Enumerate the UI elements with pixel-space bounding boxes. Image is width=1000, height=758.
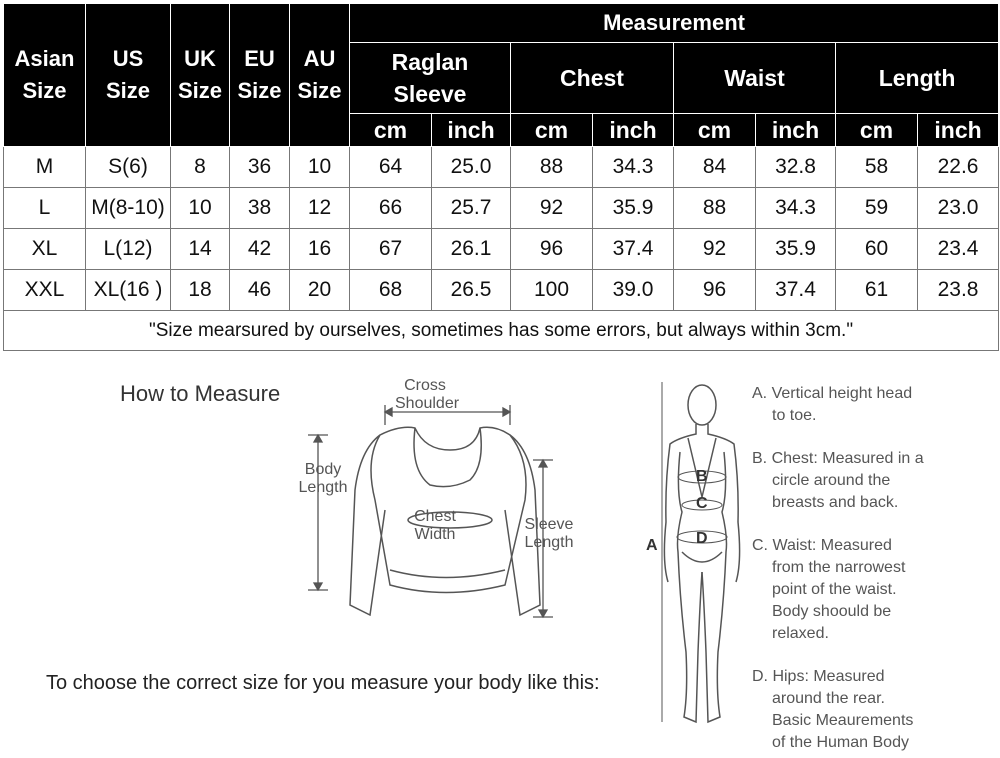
table-cell: 10 [290,147,350,188]
table-cell: 58 [836,147,918,188]
figure-letter-b: B [696,468,708,485]
table-cell: 23.4 [918,229,999,270]
legend-item-c: C. Waist: Measured from the narrowest point of the waist. Body shoould be relaxed. [752,537,906,642]
table-cell: M(8-10) [86,188,171,229]
cross-shoulder-label: Cross Shoulder [395,377,460,412]
chest-width-label: Chest Width [414,508,456,543]
table-cell: 37.4 [756,270,836,311]
table-cell: 66 [350,188,432,229]
table-cell: 16 [290,229,350,270]
table-cell: 88 [674,188,756,229]
table-row [4,229,999,270]
table-cell: 35.9 [593,188,674,229]
table-cell: XXL [4,270,86,311]
table-cell: 96 [674,270,756,311]
table-cell: 88 [511,147,593,188]
table-cell: XL [4,229,86,270]
table-cell: 67 [350,229,432,270]
group-chest: Chest [511,43,674,114]
table-cell: 12 [290,188,350,229]
col-au-size: AU Size [290,4,350,147]
table-cell: 18 [171,270,230,311]
table-cell: 60 [836,229,918,270]
table-cell: 100 [511,270,593,311]
table-cell: 10 [171,188,230,229]
group-length: Length [836,43,999,114]
table-cell: 96 [511,229,593,270]
unit-header: cm [674,114,756,147]
table-cell: 68 [350,270,432,311]
table-cell: 35.9 [756,229,836,270]
table-cell: XL(16 ) [86,270,171,311]
table-cell: 26.5 [432,270,511,311]
unit-header: inch [432,114,511,147]
how-to-measure-title: How to Measure [120,381,281,406]
table-cell: 36 [230,147,290,188]
table-cell: 23.8 [918,270,999,311]
table-cell: 14 [171,229,230,270]
table-cell: 23.0 [918,188,999,229]
table-cell: 92 [674,229,756,270]
table-cell: 8 [171,147,230,188]
table-cell: 59 [836,188,918,229]
table-cell: 92 [511,188,593,229]
col-uk-size: UK Size [171,4,230,147]
table-cell: 34.3 [593,147,674,188]
table-cell: 25.0 [432,147,511,188]
table-row [4,270,999,311]
table-cell: 25.7 [432,188,511,229]
table-cell: 39.0 [593,270,674,311]
table-cell: 26.1 [432,229,511,270]
body-length-label: Body Length [298,461,348,496]
measurement-header: Measurement [350,4,999,43]
unit-header: inch [756,114,836,147]
table-cell: 20 [290,270,350,311]
group-waist: Waist [674,43,836,114]
body-figure-illustration [640,372,750,752]
table-cell: 64 [350,147,432,188]
table-cell: M [4,147,86,188]
size-chart-table [3,3,999,351]
figure-letter-a: A [646,537,658,554]
table-cell: 38 [230,188,290,229]
table-cell: L(12) [86,229,171,270]
table-cell: 61 [836,270,918,311]
table-cell: 22.6 [918,147,999,188]
legend-item-a: A. Vertical height head to toe. [752,385,913,424]
group-raglan-sleeve: Raglan Sleeve [350,43,511,114]
unit-header: cm [836,114,918,147]
unit-header: cm [511,114,593,147]
unit-header: inch [593,114,674,147]
legend-item-b: B. Chest: Measured in a circle around the breasts and back. [752,450,924,511]
table-cell: L [4,188,86,229]
table-cell: 34.3 [756,188,836,229]
table-cell: 32.8 [756,147,836,188]
table-row [4,147,999,188]
table-row [4,188,999,229]
table-cell: 42 [230,229,290,270]
choose-size-instruction: To choose the correct size for you measure your body like this: [46,672,600,694]
table-cell: 46 [230,270,290,311]
col-asian-size: Asian Size [4,4,86,147]
col-us-size: US Size [86,4,171,147]
figure-letter-c: C [696,495,708,512]
sleeve-length-label: Sleeve Length [524,516,574,551]
table-cell: S(6) [86,147,171,188]
legend-item-d: D. Hips: Measured around the rear. Basic Meaurements of the Human Body [752,668,914,751]
table-note: "Size mearsured by ourselves, sometimes has some errors, but always within 3cm." [4,311,999,351]
col-eu-size: EU Size [230,4,290,147]
figure-letter-d: D [696,530,708,547]
table-cell: 37.4 [593,229,674,270]
table-cell: 84 [674,147,756,188]
unit-header: cm [350,114,432,147]
unit-header: inch [918,114,999,147]
